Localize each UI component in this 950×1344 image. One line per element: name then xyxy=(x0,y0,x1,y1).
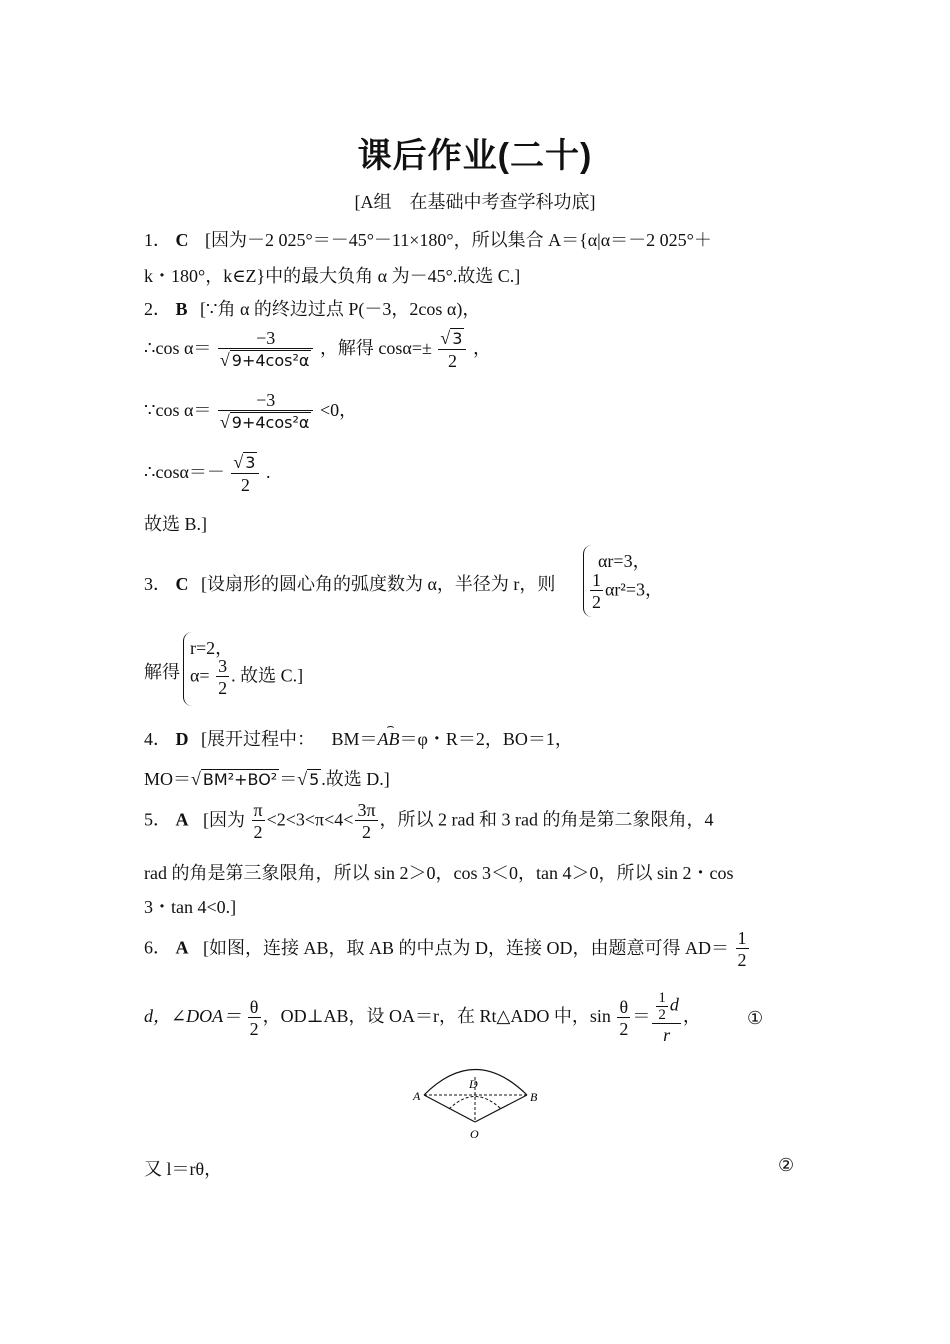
q4-arc-label: AB xyxy=(377,729,400,749)
q2-l4-post: . xyxy=(265,462,271,483)
q4-l2-pre: MO＝ xyxy=(144,769,192,789)
sqrt-icon: √ xyxy=(191,769,201,789)
q6-frac4-inner xyxy=(656,990,668,1023)
q2-l4-pre: ∴cosα＝－ xyxy=(144,462,225,483)
q3-sys1-fraction xyxy=(590,570,603,613)
figure-label-b: B xyxy=(530,1090,538,1104)
q2-line3 xyxy=(144,390,357,434)
q3-sys2-fraction xyxy=(216,656,229,699)
q6-frac4-inner-den: 2 xyxy=(658,1007,666,1023)
q5-frac1-den: 2 xyxy=(252,820,265,843)
q3-system1-eq2 xyxy=(588,570,663,613)
q6-fraction-3 xyxy=(617,997,630,1040)
sqrt-icon: √ xyxy=(440,328,451,348)
q3-sys1-frac-den: 2 xyxy=(592,592,601,612)
q2-frac4-radicand: 3 xyxy=(245,453,256,472)
q2-frac3-den xyxy=(218,410,314,434)
page-title: 课后作业(二十) xyxy=(357,137,593,175)
q6-fraction-2 xyxy=(248,997,261,1040)
q1-answer: C xyxy=(175,230,189,250)
q3-number: 3． xyxy=(144,574,171,594)
q5-line3: 3・tan 4<0.] xyxy=(144,897,237,917)
q3-sys2-eq2-post: . 故选 C.] xyxy=(231,665,304,686)
q5-line2: rad 的角是第三象限角，所以 sin 2＞0，cos 3＜0，tan 4＞0，所以 sin 2・cos xyxy=(144,863,734,883)
q1-line1 xyxy=(144,226,712,252)
q6-fraction-1 xyxy=(736,928,749,971)
q3-system2-eq2 xyxy=(190,656,303,699)
q2-frac2-den: 2 xyxy=(438,349,466,372)
q5-l1-pre: [因为 xyxy=(203,809,245,830)
q2-frac1-radicand: 9+4cos²α xyxy=(231,351,310,370)
q5-number: 5． xyxy=(144,809,171,830)
q6-answer: A xyxy=(175,937,189,958)
q2-l2-post: ， xyxy=(472,338,491,359)
q3-sys1-frac-num: 1 xyxy=(592,570,601,590)
q6-frac1-num: 1 xyxy=(737,928,747,948)
q6-line1 xyxy=(144,928,751,971)
section-heading: [A组 在基础中考查学科功底] xyxy=(354,192,596,212)
q2-frac3-radicand: 9+4cos²α xyxy=(231,413,310,432)
q3-sys2-eq2-pre: α= xyxy=(190,665,210,686)
q3-sys1-eq2-post: αr²=3， xyxy=(605,579,663,600)
q4-arc-ab xyxy=(377,719,400,750)
q6-frac4-den xyxy=(652,1023,681,1046)
q4-l2-mid: ＝ xyxy=(279,769,298,789)
q6-l2-a: d，∠DOA＝ xyxy=(144,1006,242,1027)
q6-frac4-num xyxy=(652,990,681,1023)
q6-frac2-num: θ xyxy=(249,996,259,1017)
q2-fraction-4 xyxy=(231,452,259,496)
q5-fraction-1 xyxy=(252,800,265,843)
sqrt-icon: √ xyxy=(219,412,230,432)
q5-fraction-2 xyxy=(355,800,377,843)
q1-number: 1． xyxy=(144,230,171,250)
q5-frac2-den: 2 xyxy=(355,820,377,843)
figure-line-ob xyxy=(475,1095,527,1122)
q2-text1: [∵角 α 的终边过点 P(－3，2cos α)， xyxy=(200,299,481,319)
q6-line2 xyxy=(144,990,701,1046)
sector-figure xyxy=(405,1062,555,1142)
q6-l2-eq: ＝ xyxy=(632,1006,651,1027)
q2-frac2-num xyxy=(438,328,466,349)
equation-marker-2: ② xyxy=(778,1155,795,1175)
figure-label-o: O xyxy=(470,1127,479,1141)
q2-line1 xyxy=(144,295,480,321)
q6-frac4-r: r xyxy=(663,1025,671,1045)
figure-label-a: A xyxy=(413,1089,421,1103)
q1-text1: [因为－2 025°＝－45°－11×180°，所以集合 A＝{α|α＝－2 025°＋ xyxy=(205,230,712,250)
q4-radicand-1: BM²+BO² xyxy=(202,770,278,789)
q6-frac3-den: 2 xyxy=(619,1018,629,1039)
q3-system2-eq1: r=2， xyxy=(190,638,234,658)
q2-frac4-den: 2 xyxy=(231,473,259,496)
q6-l2-post: ， xyxy=(682,1006,701,1027)
q2-frac4-num xyxy=(231,452,259,473)
q2-l3-post: <0， xyxy=(319,400,358,421)
figure-label-d: D xyxy=(469,1077,478,1091)
q6-frac2-den: 2 xyxy=(249,1018,259,1039)
sqrt-icon: √ xyxy=(297,769,308,789)
sqrt-icon: √ xyxy=(219,350,230,370)
sqrt-icon: √ xyxy=(233,452,244,472)
q5-l1-mid: <2<3<π<4< xyxy=(266,809,354,830)
q5-l1-post: ，所以 2 rad 和 3 rad 的角是第二象限角，4 xyxy=(379,809,714,830)
q2-l2-pre: ∴cos α＝ xyxy=(144,338,212,359)
q6-line3: 又 l＝rθ， xyxy=(144,1159,223,1179)
q4-text-pre: [展开过程中： xyxy=(201,729,315,749)
q2-number: 2． xyxy=(144,299,171,319)
q6-number: 6． xyxy=(144,937,171,958)
q3-solve-label: 解得 xyxy=(144,662,180,682)
q2-frac3-num: −3 xyxy=(256,390,276,410)
q5-answer: A xyxy=(175,809,189,830)
q3-system1-eq1: αr=3， xyxy=(598,551,651,571)
equation-marker-1: ① xyxy=(747,1008,764,1028)
q1-line2: k・180°，k∈Z}中的最大负角 α 为－45°.故选 C.] xyxy=(144,266,521,286)
q2-fraction-3 xyxy=(218,390,314,434)
q4-line2 xyxy=(144,765,390,791)
q4-radicand-2: 5 xyxy=(309,770,320,789)
q6-l2-b: ，OD⊥AB，设 OA＝r，在 Rt△ADO 中，sin xyxy=(262,1006,611,1027)
q6-frac4-inner-num: 1 xyxy=(658,990,666,1006)
q6-frac4-d: d xyxy=(669,994,679,1015)
q4-line1 xyxy=(144,719,573,751)
q6-fraction-4 xyxy=(652,990,681,1046)
q3-sys2-frac-num: 3 xyxy=(218,656,228,676)
q6-frac1-den: 2 xyxy=(737,950,747,970)
q2-line5: 故选 B.] xyxy=(144,514,207,534)
q2-fraction-1 xyxy=(218,328,314,372)
q4-l2-post: .故选 D.] xyxy=(321,769,390,789)
q2-fraction-2 xyxy=(438,328,466,372)
q4-text-b: ＝φ・R＝2，BO＝1， xyxy=(399,729,573,749)
q3-text1: [设扇形的圆心角的弧度数为 α，半径为 r，则 xyxy=(201,574,556,594)
q3-answer: C xyxy=(175,574,189,594)
q5-line1 xyxy=(144,800,714,843)
q4-number: 4． xyxy=(144,729,171,749)
q2-frac1-num: −3 xyxy=(256,328,276,348)
q2-line2 xyxy=(144,328,491,372)
q3-sys2-frac-den: 2 xyxy=(218,678,228,698)
q6-frac3-num: θ xyxy=(619,996,629,1017)
q2-l2-mid: ，解得 cosα=± xyxy=(319,338,432,359)
q2-frac1-den xyxy=(218,348,314,372)
q5-frac1-num: π xyxy=(253,800,263,820)
arc-icon: ⌢ xyxy=(386,719,395,733)
q2-l3-pre: ∵cos α＝ xyxy=(144,400,212,421)
q4-text-a: BM＝ xyxy=(331,729,378,749)
q4-answer: D xyxy=(175,729,189,749)
q3-line1 xyxy=(144,570,555,596)
q2-line4 xyxy=(144,452,270,496)
q6-l1-pre: [如图，连接 AB，取 AB 的中点为 D，连接 OD，由题意可得 AD＝ xyxy=(203,937,729,958)
q5-frac2-num: 3π xyxy=(357,800,376,820)
q2-answer: B xyxy=(175,299,188,319)
q2-frac2-radicand: 3 xyxy=(452,329,463,348)
